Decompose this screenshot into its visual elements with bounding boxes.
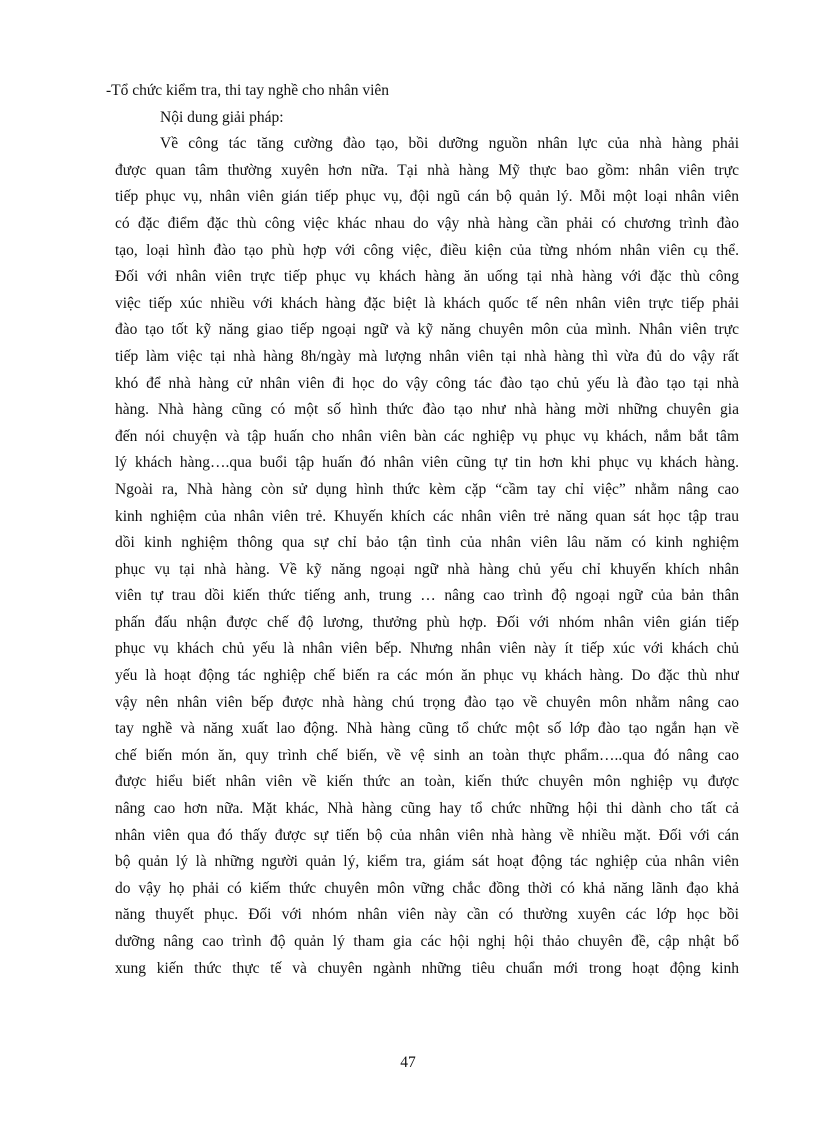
paragraph-line: chế biến món ăn, quy trình chế biến, về vệ sinh an toàn thực phẩm…..qua đó nâng cao: [115, 746, 739, 764]
paragraph-line: phấn đấu nhận được chế độ lương, thưởng phù hợp. Đối với nhóm nhân viên gián tiếp: [115, 613, 739, 631]
paragraph-line: khó để nhà hàng cử nhân viên đi học do vậy công tác đào tạo chủ yếu là đào tạo tại nhà: [115, 374, 739, 392]
paragraph-line: việc tiếp xúc nhiều với khách hàng đặc biệt là khách quốc tế nên nhân viên trực tiếp phải: [115, 294, 739, 312]
paragraph-line: dồi kinh nghiệm thông qua sự chỉ bảo tận tình của nhân viên lâu năm có kinh nghiệm: [115, 534, 739, 552]
list-item-heading: -Tổ chức kiểm tra, thi tay nghề cho nhân viên: [106, 82, 390, 99]
paragraph-line: đào tạo tốt kỹ năng giao tiếp ngoại ngữ và kỹ năng chuyên môn của mình. Nhân viên trực: [115, 321, 739, 339]
paragraph-line: phục vụ khách chủ yếu là nhân viên bếp. Nhưng nhân viên này ít tiếp xúc với khách chủ: [115, 640, 739, 658]
paragraph-line: năng thuyết phục. Đối với nhóm nhân viên này cần có thường xuyên các lớp học bồi: [115, 906, 739, 924]
paragraph-line: nâng cao hơn nữa. Mặt khác, Nhà hàng cũng hay tổ chức những hội thi dành cho tất cả: [115, 800, 739, 818]
paragraph-line: được hiểu biết nhân viên về kiến thức an toàn, kiến thức chuyên môn nghiệp vụ được: [115, 773, 739, 791]
paragraph-line: được quan tâm thường xuyên hơn nữa. Tại nhà hàng Mỹ thực bao gồm: nhân viên trực: [115, 161, 739, 179]
paragraph-line: yếu là hoạt động tác nghiệp chế biến ra các món ăn phục vụ khách hàng. Do đặc thù như: [115, 667, 739, 685]
paragraph-line: vậy nên nhân viên bếp được nhà hàng chú trọng đào tạo về chuyên môn nhằm nâng cao: [115, 693, 739, 711]
paragraph-line: nhân viên qua đó thấy được sự tiến bộ của nhân viên nhà hàng về nhiều mặt. Đối với cán: [115, 826, 739, 844]
paragraph-line: tiếp phục vụ, nhân viên gián tiếp phục vụ, đội ngũ cán bộ quản lý. Mỗi một loại nhân viên: [115, 188, 739, 206]
page-number: 47: [400, 1054, 416, 1071]
paragraph-line: Về công tác tăng cường đào tạo, bồi dưỡng nguồn nhân lực của nhà hàng phải: [160, 135, 739, 153]
paragraph-line: bộ quản lý là những người quản lý, kiểm tra, giám sát hoạt động tác nghiệp của nhân viên: [115, 853, 739, 871]
body-text: [106, 78, 739, 982]
paragraph-line: hàng. Nhà hàng cũng có một số hình thức đào tạo như nhà hàng mời những chuyên gia: [115, 401, 739, 419]
paragraph-line: Ngoài ra, Nhà hàng còn sử dụng hình thức kèm cặp “cầm tay chỉ việc” nhằm nâng cao: [115, 480, 739, 498]
paragraph-line: xung kiến thức thực tế và chuyên ngành những tiêu chuẩn mới trong hoạt động kinh: [115, 959, 739, 977]
paragraph-line: tạo, loại hình đào tạo phù hợp với công việc, điều kiện của từng nhóm nhân viên cụ thể.: [115, 241, 739, 259]
paragraph-line: phục vụ tại nhà hàng. Về kỹ năng ngoại ngữ nhà hàng chủ yếu chỉ khuyến khích nhân: [115, 560, 739, 578]
paragraph-line: Đối với nhân viên trực tiếp phục vụ khách hàng ăn uống tại nhà hàng với đặc thù công: [115, 268, 739, 286]
paragraph-line: tay nghề và năng xuất lao động. Nhà hàng cũng tổ chức một số lớp đào tạo ngắn hạn về: [115, 720, 739, 738]
paragraph-line: đến nói chuyện và tập huấn cho nhân viên bàn các nghiệp vụ phục vụ khách, nắm bắt tâm: [115, 427, 739, 445]
paragraph-line: viên tự trau dồi kiến thức tiếng anh, trung … nâng cao trình độ ngoại ngữ của bản thân: [115, 587, 739, 605]
paragraph-line: kinh nghiệm của nhân viên trẻ. Khuyến khích các nhân viên trẻ năng quan sát học tập trau: [115, 507, 739, 525]
paragraph-line: có đặc điểm đặc thù công việc khác nhau do vậy nhà hàng cần phải có chương trình đào: [115, 214, 739, 232]
paragraph-line: tiếp làm việc tại nhà hàng 8h/ngày mà lượng nhân viên tại nhà hàng thì vừa đủ do vậy rất: [115, 347, 739, 365]
paragraph-line: do vậy họ phải có kiếm thức chuyên môn vững chắc đồng thời có khả năng lãnh đạo khả: [115, 879, 739, 897]
paragraph-line: dưỡng nâng cao trình độ quản lý tham gia các hội nghị hội thảo chuyên đề, cập nhật bổ: [115, 933, 739, 950]
section-label: Nội dung giải pháp:: [160, 108, 284, 126]
paragraph-line: lý khách hàng….qua buổi tập huấn đó nhân viên cũng tự tin hơn khi phục vụ khách hàng.: [115, 454, 739, 472]
